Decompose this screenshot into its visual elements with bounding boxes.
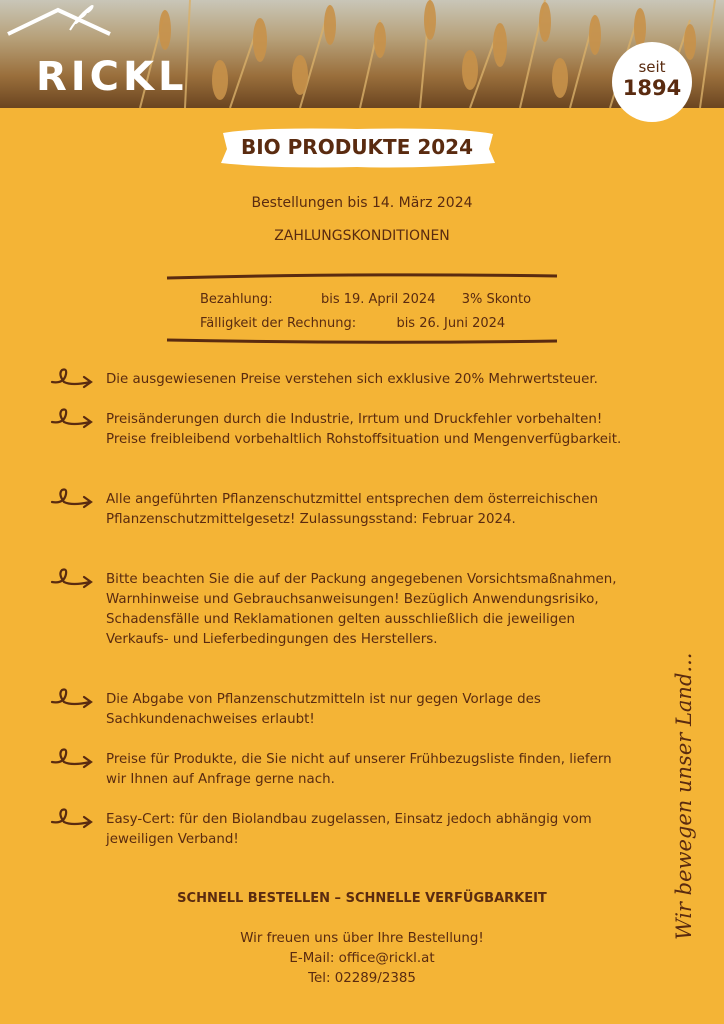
seal-year: 1894	[622, 76, 682, 100]
call-to-action: SCHNELL BESTELLEN – SCHNELLE VERFÜGBARKEIT	[177, 891, 547, 906]
seal-label: seit	[638, 58, 666, 76]
since-seal	[612, 42, 692, 122]
curly-arrow-icon	[50, 806, 98, 832]
page-title: BIO PRODUKTE 2024	[241, 135, 473, 159]
curly-arrow-icon	[50, 746, 98, 772]
payment-row-1	[200, 292, 531, 307]
email-link[interactable]: E-Mail: office@rickl.at	[289, 951, 435, 966]
curly-arrow-icon	[50, 686, 98, 712]
list-item-text: Alle angeführten Pflanzenschutzmittel entsprechen dem österreichischen Pflanzenschutzmittelgesetz! Zulassungsstand: Februar 2024.	[106, 492, 598, 527]
curly-arrow-icon	[50, 486, 98, 512]
list-item-text: Preise für Produkte, die Sie nicht auf unserer Frühbezugsliste finden, liefern wir Ihnen auf Anfrage gerne nach.	[106, 752, 612, 787]
list-item-text: Die ausgewiesenen Preise verstehen sich exklusive 20% Mehrwertsteuer.	[106, 372, 598, 387]
list-item-text: Die Abgabe von Pflanzenschutzmitteln ist nur gegen Vorlage des Sachkundenachweises erlaubt!	[106, 692, 541, 727]
list-item-text: Easy-Cert: für den Biolandbau zugelassen, Einsatz jedoch abhängig vom jeweiligen Verband!	[106, 812, 592, 847]
title-banner	[217, 125, 497, 171]
phone-number: Tel: 02289/2385	[308, 971, 416, 986]
curly-arrow-icon	[50, 366, 98, 392]
payment-label: Bezahlung:	[200, 292, 273, 307]
bottom-divider	[165, 336, 559, 346]
curly-arrow-icon	[50, 566, 98, 592]
due-label: Fälligkeit der Rechnung:	[200, 316, 357, 331]
list-item-text: Bitte beachten Sie die auf der Packung angegebenen Vorsichtsmaßnahmen, Warnhinweise und Gebrauchsanweisungen! Bezüglich Anwendungsrisiko, Schadensfälle und Reklamationen gelten ausschließlich die jeweiligen Verkaufs- und Lieferbedingungen des Herstellers.	[106, 572, 617, 647]
order-deadline: Bestellungen bis 14. März 2024	[251, 195, 473, 211]
curly-arrow-icon	[50, 406, 98, 432]
list-item-text: Preisänderungen durch die Industrie, Irrtum und Druckfehler vorbehalten! Preise freibleibend vorbehaltlich Rohstoffsituation und Mengenverfügbarkeit.	[106, 412, 622, 447]
slogan: Wir bewegen unser Land...	[672, 652, 696, 940]
payment-discount: 3% Skonto	[461, 292, 532, 307]
payment-date: bis 19. April 2024	[320, 292, 436, 307]
payment-row-2	[200, 316, 505, 331]
due-date: bis 26. Juni 2024	[396, 316, 506, 331]
thanks-text: Wir freuen uns über Ihre Bestellung!	[240, 931, 484, 946]
brand-logo: RICKL	[36, 54, 188, 100]
top-divider	[165, 272, 559, 282]
payment-heading: ZAHLUNGSKONDITIONEN	[274, 228, 450, 244]
